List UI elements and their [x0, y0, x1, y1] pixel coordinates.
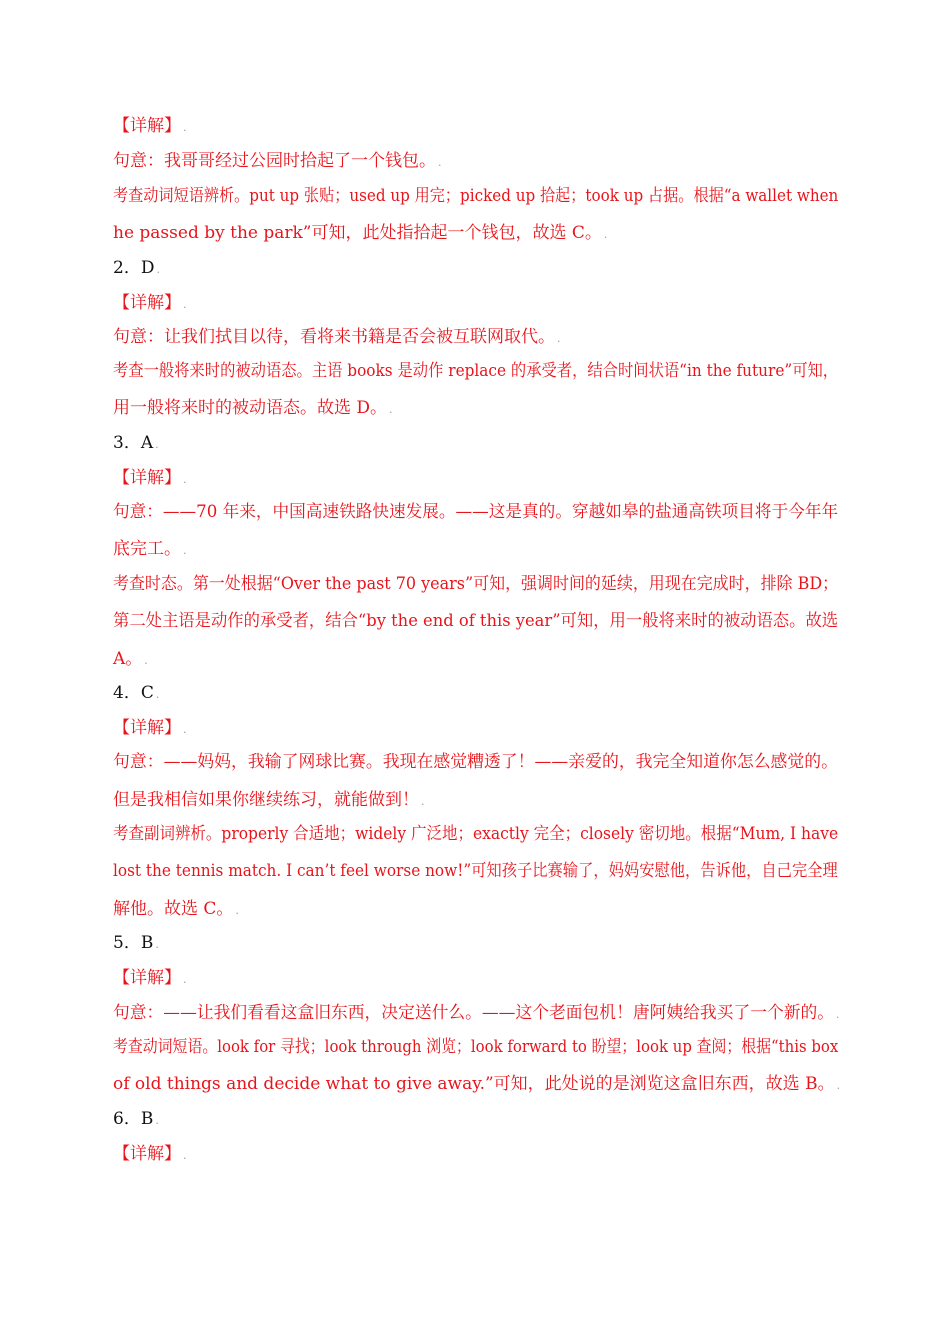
analysis-2-line-1: 考查一般将来时的被动语态。主语 books 是动作 replace 的承受者，结合时间状语“in the future”可知， [113, 361, 839, 381]
analysis-5-line-2: of old things and decide what to give away.”可知，此处说的是浏览这盒旧东西，故选 B。 . [113, 1074, 841, 1094]
answer-4: 4．C . [113, 683, 160, 703]
sentence-meaning-4-line-2: 但是我相信如果你继续练习，就能做到！ . [113, 790, 425, 810]
analysis-3-line-2: 第二处主语是动作的承受者，结合“by the end of this year”可知，用一般将来时的被动语态。故选 [113, 611, 839, 631]
sentence-meaning-4-line-1: 句意：——妈妈，我输了网球比赛。我现在感觉糟透了！——亲爱的，我完全知道你怎么感觉的。 [113, 752, 839, 772]
heading-detail-6: 【详解】 . [113, 1144, 187, 1164]
sentence-meaning-3-line-1: 句意：——70 年来，中国高速铁路快速发展。——这是真的。穿越如皋的盐通高铁项目将于今年年 [113, 502, 839, 522]
sentence-meaning-3-line-2: 底完工。 . [113, 539, 187, 559]
sentence-meaning-1: 句意：我哥哥经过公园时拾起了一个钱包。 . [113, 151, 442, 171]
heading-detail-3: 【详解】 . [113, 468, 187, 488]
heading-detail-1: 【详解】 . [113, 116, 187, 136]
analysis-1-line-1: 考查动词短语辨析。put up 张贴；used up 用完；picked up 拾起；took up 占据。根据“a wallet when [113, 186, 839, 206]
analysis-2-line-2: 用一般将来时的被动语态。故选 D。 . [113, 398, 393, 418]
analysis-5-line-1: 考查动词短语。look for 寻找；look through 浏览；look forward to 盼望；look up 查阅；根据“this box [113, 1037, 839, 1057]
answer-6: 6．B . [113, 1109, 159, 1129]
answer-3: 3．A . [113, 433, 159, 453]
analysis-4-line-2: lost the tennis match. I can’t feel worse now!”可知孩子比赛输了，妈妈安慰他，告诉他，自己完全理 [113, 861, 838, 881]
sentence-meaning-2: 句意：让我们拭目以待，看将来书籍是否会被互联网取代。 . [113, 327, 561, 347]
analysis-4-line-3: 解他。故选 C。 . [113, 899, 239, 919]
analysis-3-line-3: A。 . [113, 649, 148, 669]
analysis-1-line-2: he passed by the park”可知，此处指拾起一个钱包，故选 C。 . [113, 223, 608, 243]
heading-detail-5: 【详解】 . [113, 968, 187, 988]
analysis-4-line-1: 考查副词辨析。properly 合适地；widely 广泛地；exactly 完全；closely 密切地。根据“Mum, I have [113, 824, 839, 844]
answer-5: 5．B . [113, 933, 159, 953]
sentence-meaning-5: 句意：——让我们看看这盒旧东西，决定送什么。——这个老面包机！唐阿姨给我买了一个新的。 . [113, 1003, 840, 1023]
heading-detail-2: 【详解】 . [113, 293, 187, 313]
heading-detail-4: 【详解】 . [113, 718, 187, 738]
answer-2: 2．D . [113, 258, 160, 278]
analysis-3-line-1: 考查时态。第一处根据“Over the past 70 years”可知，强调时间的延续，用现在完成时，排除 BD； [113, 574, 839, 594]
